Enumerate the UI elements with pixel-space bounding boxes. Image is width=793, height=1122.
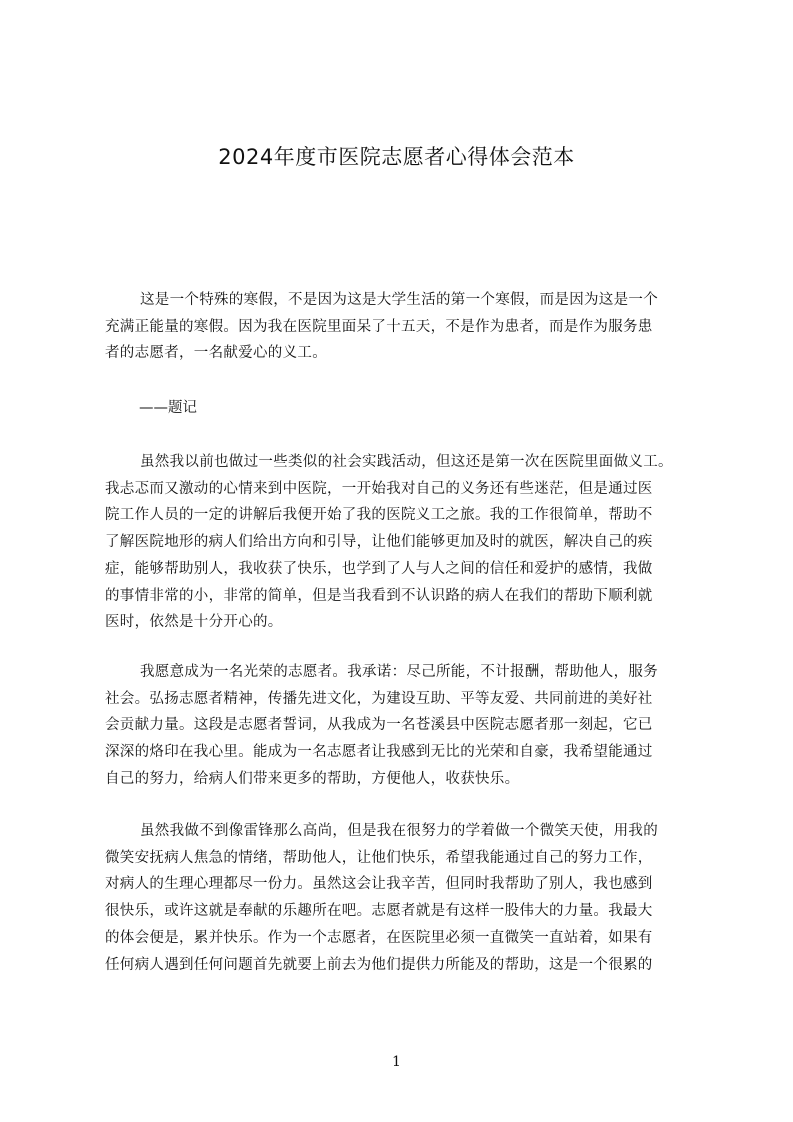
- document-title: 2024年度市医院志愿者心得体会范本: [218, 145, 575, 169]
- paragraph-line: 的事情非常的小，非常的简单，但是当我看到不认识路的病人在我们的帮助下顺利就: [105, 587, 653, 604]
- paragraph-line: 深深的烙印在我心里。能成为一名志愿者让我感到无比的光荣和自豪，我希望能通过: [105, 744, 653, 761]
- paragraph-line: 对病人的生理心理都尽一份力。虽然这会让我辛苦，但同时我帮助了别人，我也感到: [105, 876, 653, 893]
- paragraph-line: 的体会便是，累并快乐。作为一个志愿者，在医院里必须一直微笑一直站着，如果有: [105, 929, 653, 946]
- inscription: ——题记: [139, 400, 197, 416]
- paragraph-1: [105, 287, 701, 367]
- paragraph-line: 院工作人员的一定的讲解后我便开始了我的医院义工之旅。我的工作很简单，帮助不: [105, 507, 653, 524]
- page-number: 1: [392, 1054, 401, 1070]
- paragraph-line: 充满正能量的寒假。因为我在医院里面呆了十五天，不是作为患者，而是作为服务患: [105, 318, 653, 335]
- paragraph-line: 症，能够帮助别人，我收获了快乐，也学到了人与人之间的信任和爱护的感情，我做: [105, 560, 653, 577]
- paragraph-line: 了解医院地形的病人们给出方向和引导，让他们能够更加及时的就医，解决自己的疾: [105, 534, 653, 551]
- paragraph-line: 者的志愿者，一名献爱心的义工。: [105, 345, 327, 362]
- paragraph-line: 医时，依然是十分开心的。: [105, 614, 283, 631]
- paragraph-line: 我忐忑而又激动的心情来到中医院，一开始我对自己的义务还有些迷茫，但是通过医: [105, 480, 653, 497]
- paragraph-line: 虽然我做不到像雷锋那么高尚，但是我在很努力的学着做一个微笑天使，用我的: [140, 823, 658, 839]
- paragraph-line: 虽然我以前也做过一些类似的社会实践活动，但这还是第一次在医院里面做义工。: [140, 454, 673, 470]
- paragraph-line: 会贡献力量。这段是志愿者誓词，从我成为一名苍溪县中医院志愿者那一刻起，它已: [105, 717, 653, 734]
- paragraph-line: 微笑安抚病人焦急的情绪，帮助他人，让他们快乐，希望我能通过自己的努力工作，: [105, 849, 653, 866]
- paragraph-line: 社会。弘扬志愿者精神，传播先进文化，为建设互助、平等友爱、共同前进的美好社: [105, 690, 653, 707]
- paragraph-4: [105, 818, 701, 978]
- paragraph-3: [105, 659, 701, 793]
- paragraph-line: 我愿意成为一名光荣的志愿者。我承诺：尽己所能，不计报酬，帮助他人，服务: [140, 664, 658, 680]
- paragraph-line: 任何病人遇到任何问题首先就要上前去为他们提供力所能及的帮助，这是一个很累的: [105, 956, 653, 973]
- paragraph-line: 自己的努力，给病人们带来更多的帮助，方便他人，收获快乐。: [105, 770, 520, 787]
- paragraph-line: 这是一个特殊的寒假，不是因为这是大学生活的第一个寒假，而是因为这是一个: [140, 292, 658, 308]
- paragraph-2: [105, 449, 701, 636]
- paragraph-line: 很快乐，或许这就是奉献的乐趣所在吧。志愿者就是有这样一股伟大的力量。我最大: [105, 903, 653, 920]
